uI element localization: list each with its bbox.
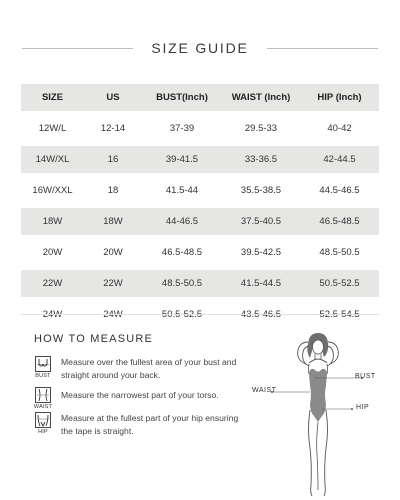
bust-icon-caption: BUST xyxy=(35,373,51,379)
hip-measure-icon xyxy=(34,412,52,435)
cell-bust: 39-41.5 xyxy=(142,146,222,173)
column-header-hip: HIP (Inch) xyxy=(300,84,379,111)
waist-measure-icon xyxy=(34,387,52,410)
title-right-rule xyxy=(267,48,378,49)
cell-us: 20W xyxy=(84,239,142,266)
waist-icon-graphic xyxy=(35,387,51,403)
table-row xyxy=(21,270,379,297)
table-row xyxy=(21,239,379,266)
cell-waist: 41.5-44.5 xyxy=(222,270,300,297)
how-to-measure-title: HOW TO MEASURE xyxy=(34,333,154,345)
figure-label-waist: WAIST xyxy=(252,387,277,394)
cell-us: 18W xyxy=(84,208,142,235)
table-header-row xyxy=(21,84,379,111)
cell-hip: 44.5-46.5 xyxy=(300,177,379,204)
bust-instruction-text: Measure over the fullest area of your bust and straight around your back. xyxy=(61,357,237,380)
measure-instruction-bust xyxy=(34,356,249,382)
cell-us: 22W xyxy=(84,270,142,297)
cell-size: 18W xyxy=(21,208,84,235)
cell-us: 12-14 xyxy=(84,115,142,142)
measure-instruction-waist xyxy=(34,387,249,410)
cell-size: 12W/L xyxy=(21,115,84,142)
title-left-rule xyxy=(22,48,133,49)
table-row xyxy=(21,208,379,235)
cell-waist: 33-36.5 xyxy=(222,146,300,173)
column-header-bust: BUST(Inch) xyxy=(142,84,222,111)
size-table xyxy=(21,80,379,332)
table-row xyxy=(21,115,379,142)
cell-us: 16 xyxy=(84,146,142,173)
cell-hip: 46.5-48.5 xyxy=(300,208,379,235)
bust-measure-icon xyxy=(34,356,52,379)
hip-instruction-text: Measure at the fullest part of your hip ensuring the tape is straight. xyxy=(61,413,239,436)
table-row xyxy=(21,146,379,173)
column-header-size: SIZE xyxy=(21,84,84,111)
cell-size: 16W/XXL xyxy=(21,177,84,204)
table-row xyxy=(21,177,379,204)
cell-us: 18 xyxy=(84,177,142,204)
waist-instruction-text: Measure the narrowest part of your torso. xyxy=(61,390,219,400)
cell-bust: 41.5-44 xyxy=(142,177,222,204)
column-header-us: US xyxy=(84,84,142,111)
cell-waist: 29.5-33 xyxy=(222,115,300,142)
cell-hip: 40-42 xyxy=(300,115,379,142)
cell-size: 22W xyxy=(21,270,84,297)
cell-bust: 46.5-48.5 xyxy=(142,239,222,266)
cell-bust: 44-46.5 xyxy=(142,208,222,235)
cell-hip: 48.5-50.5 xyxy=(300,239,379,266)
hip-icon-caption: HIP xyxy=(38,429,48,435)
figure-label-hip: HIP xyxy=(356,404,370,411)
cell-size: 14W/XL xyxy=(21,146,84,173)
size-guide-heading xyxy=(22,38,378,58)
cell-hip: 50.5-52.5 xyxy=(300,270,379,297)
cell-hip: 42-44.5 xyxy=(300,146,379,173)
bust-icon-graphic xyxy=(35,356,51,372)
hip-icon-graphic xyxy=(35,412,51,428)
measurement-figure xyxy=(252,330,382,500)
page-title: SIZE GUIDE xyxy=(151,40,249,56)
cell-bust: 48.5-50.5 xyxy=(142,270,222,297)
cell-waist: 35.5-38.5 xyxy=(222,177,300,204)
cell-bust: 37-39 xyxy=(142,115,222,142)
cell-waist: 37.5-40.5 xyxy=(222,208,300,235)
cell-waist: 39.5-42.5 xyxy=(222,239,300,266)
section-divider xyxy=(21,314,379,315)
cell-size: 20W xyxy=(21,239,84,266)
measure-instruction-hip xyxy=(34,412,249,438)
column-header-waist: WAIST (Inch) xyxy=(222,84,300,111)
body-outline-illustration xyxy=(252,330,382,500)
waist-icon-caption: WAIST xyxy=(33,404,53,410)
figure-label-bust: BUST xyxy=(355,373,376,380)
